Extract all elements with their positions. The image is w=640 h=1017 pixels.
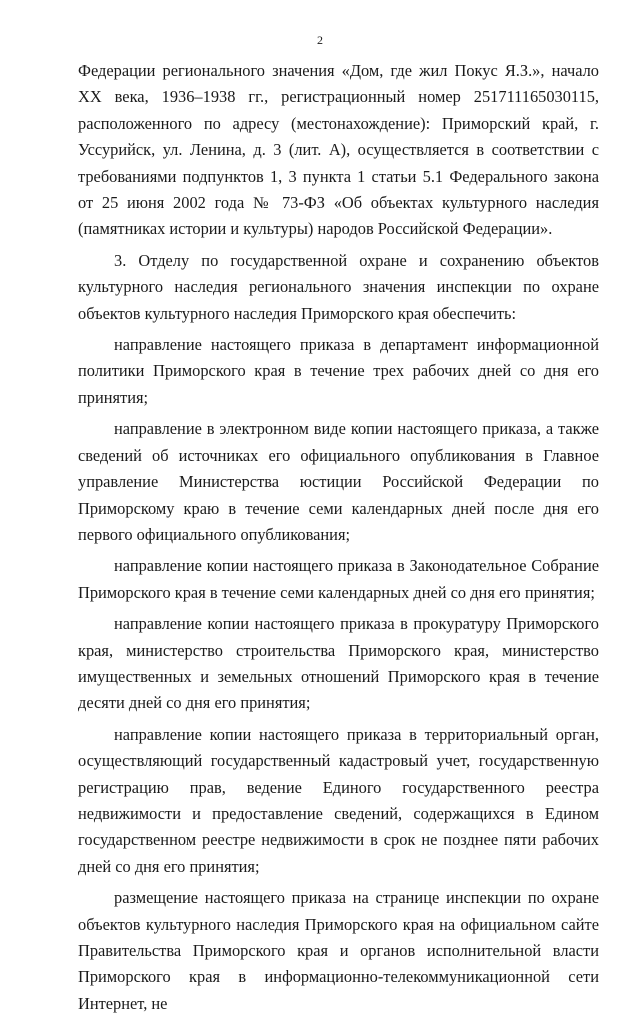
document-body	[78, 58, 599, 1017]
paragraph-continuation: Федерации регионального значения «Дом, где жил Покус Я.З.», начало XX века, 1936–1938 гг., регистрационный номер 251711165030115, расположенного по адресу (местонахождение): Приморский край, г. Уссурийск, ул. Ленина, д. 3 (лит. А), осуществляется в соответствии с требованиями подпунктов 1, 3 пункта 1 статьи 5.1 Федерального закона от 25 июня 2002 года № 73-ФЗ «Об объектах культурного наследия (памятниках истории и культуры) народов Российской Федерации».	[78, 61, 599, 239]
paragraph-information-policy: направление настоящего приказа в департамент информационной политики Приморского края в течение трех рабочих дней со дня его принятия;	[78, 335, 599, 407]
paragraph-website-publication: размещение настоящего приказа на странице инспекции по охране объектов культурного наследия Приморского края на официальном сайте Правительства Приморского края и органов исполнительной власти Приморского края в информационно-телекоммуникационной сети Интернет, не	[78, 888, 599, 1013]
page-number: 2	[317, 33, 323, 47]
paragraph-item-3: 3. Отделу по государственной охране и сохранению объектов культурного наследия регионального значения инспекции по охране объектов культурного наследия Приморского края обеспечить:	[78, 250, 599, 323]
paragraph-legislative-assembly: направление копии настоящего приказа в Законодательное Собрание Приморского края в течение семи календарных дней со дня его принятия;	[78, 556, 599, 602]
paragraph-cadastral-authority: направление копии настоящего приказа в территориальный орган, осуществляющий государственный кадастровый учет, государственную регистрацию прав, ведение Единого государственного реестра недвижимости и предоставление сведений, содержащихся в Едином государственном реестре недвижимости в срок не позднее пяти рабочих дней со дня его принятия;	[78, 724, 599, 876]
paragraph-ministry-of-justice: направление в электронном виде копии настоящего приказа, а также сведений об источниках его официального опубликования в Главное управление Министерства юстиции Российской Федерации по Приморскому краю в течение семи календарных дней после дня его первого официального опубликования;	[78, 419, 599, 544]
paragraph-prosecutor: направление копии настоящего приказа в прокуратуру Приморского края, министерство строительства Приморского края, министерство имущественных и земельных отношений Приморского края в течение десяти дней со дня его принятия;	[78, 614, 599, 713]
